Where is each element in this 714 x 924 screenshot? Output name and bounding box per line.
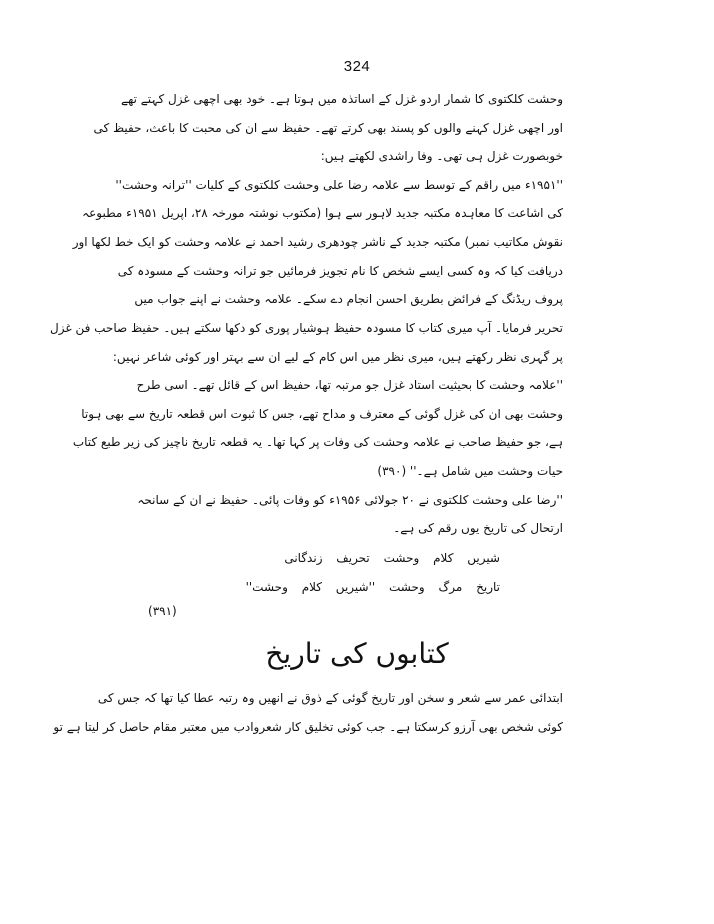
footnote-reference: (۳۹۱): [148, 604, 177, 618]
closing-paragraph: [53, 684, 563, 741]
quote-paragraph: [50, 314, 563, 543]
text-line: ہے، جو حفیظ صاحب نے علامہ وحشت کی وفات پر کہا تھا۔ یہ قطعہ تاریخ ناچیز کی زیر طبع کتاب: [72, 435, 563, 450]
text-line: ارتحال کی تاریخ یوں رقم کی ہے۔: [393, 521, 563, 536]
text-line: ''۱۹۵۱ء میں راقم کے توسط سے علامہ رضا علی وحشت کلکتوی کے کلیات ''ترانہ وحشت'': [115, 177, 563, 192]
text-line: کوئی شخص بھی آرزو کرسکتا ہے۔ جب کوئی تخلیق کار شعروادب میں معتبر مقام حاصل کر لیتا ہے تو: [53, 719, 563, 734]
text-line: وحشت بھی ان کی غزل گوئی کے معترف و مداح تھے، جس کا ثبوت اس قطعہ تاریخ سے بھی ہوتا: [81, 406, 563, 421]
text-line: ''رضا علی وحشت کلکتوی نے ۲۰ جولائی ۱۹۵۶ء کو وفات پائی۔ حفیظ نے ان کے سانحہ: [137, 492, 563, 507]
text-line: تحریر فرمایا۔ آپ میری کتاب کا مسودہ حفیظ ہوشیار پوری کو دکھا سکتے ہیں۔ حفیظ صاحب فن غزل: [50, 321, 563, 335]
text-line: نقوش مکاتیب نمبر) مکتبہ جدید کے ناشر چودھری رشید احمد نے علامہ وحشت کو ایک خط لکھا اور: [72, 234, 563, 249]
section-heading: کتابوں کی تاریخ: [265, 637, 449, 670]
text-line: خوبصورت غزل ہی تھی۔ وفا راشدی لکھتے ہیں:: [320, 149, 563, 164]
text-line: پروف ریڈنگ کے فرائض بطریق احسن انجام دے سکے۔ علامہ وحشت نے اپنے جواب میں: [134, 292, 563, 307]
text-line: ''علامہ وحشت کا بحیثیت استاد غزل جو مرتبہ تھا، حفیظ اس کے قائل تھے۔ اسی طرح: [136, 378, 563, 393]
text-line: وحشت کلکتوی کا شمار اردو غزل کے اساتذہ میں ہوتا ہے۔ خود بھی اچھی غزل کہتے تھے: [121, 92, 563, 106]
verse-line: شیریں کلام وحشت تحریف زندگانی: [284, 551, 500, 565]
text-line: اور اچھی غزل کہنے والوں کو پسند بھی کرتے تھے۔ حفیظ سے ان کی محبت کا باعث، حفیظ کی: [93, 120, 563, 135]
text-line: دریافت کیا کہ وہ کسی ایسے شخص کا نام تجویز فرمائیں جو ترانہ وحشت کے مسودہ کی: [117, 263, 563, 278]
text-line: ابتدائی عمر سے شعر و سخن اور تاریخ گوئی کے ذوق نے انھیں وہ رتبہ عطا کیا تھا کہ جس کی: [97, 691, 563, 705]
page-number: 324: [343, 58, 371, 75]
text-line: حیات وحشت میں شامل ہے۔'' (۳۹۰): [377, 463, 563, 478]
text-line: پر گہری نظر رکھتے ہیں، میری نظر میں اس کام کے لیے ان سے بہتر اور کوئی شاعر نہیں:: [112, 349, 563, 364]
verse-line: تاریخ مرگ وحشت ''شیریں کلام وحشت'': [245, 580, 500, 594]
text-line: کی اشاعت کا معاہدہ مکتبہ جدید لاہور سے ہوا (مکتوب نوشتہ مورخہ ۲۸، اپریل ۱۹۵۱ء مطبوعہ: [82, 206, 563, 221]
verse-block: [240, 544, 500, 602]
intro-paragraph: [72, 85, 563, 314]
